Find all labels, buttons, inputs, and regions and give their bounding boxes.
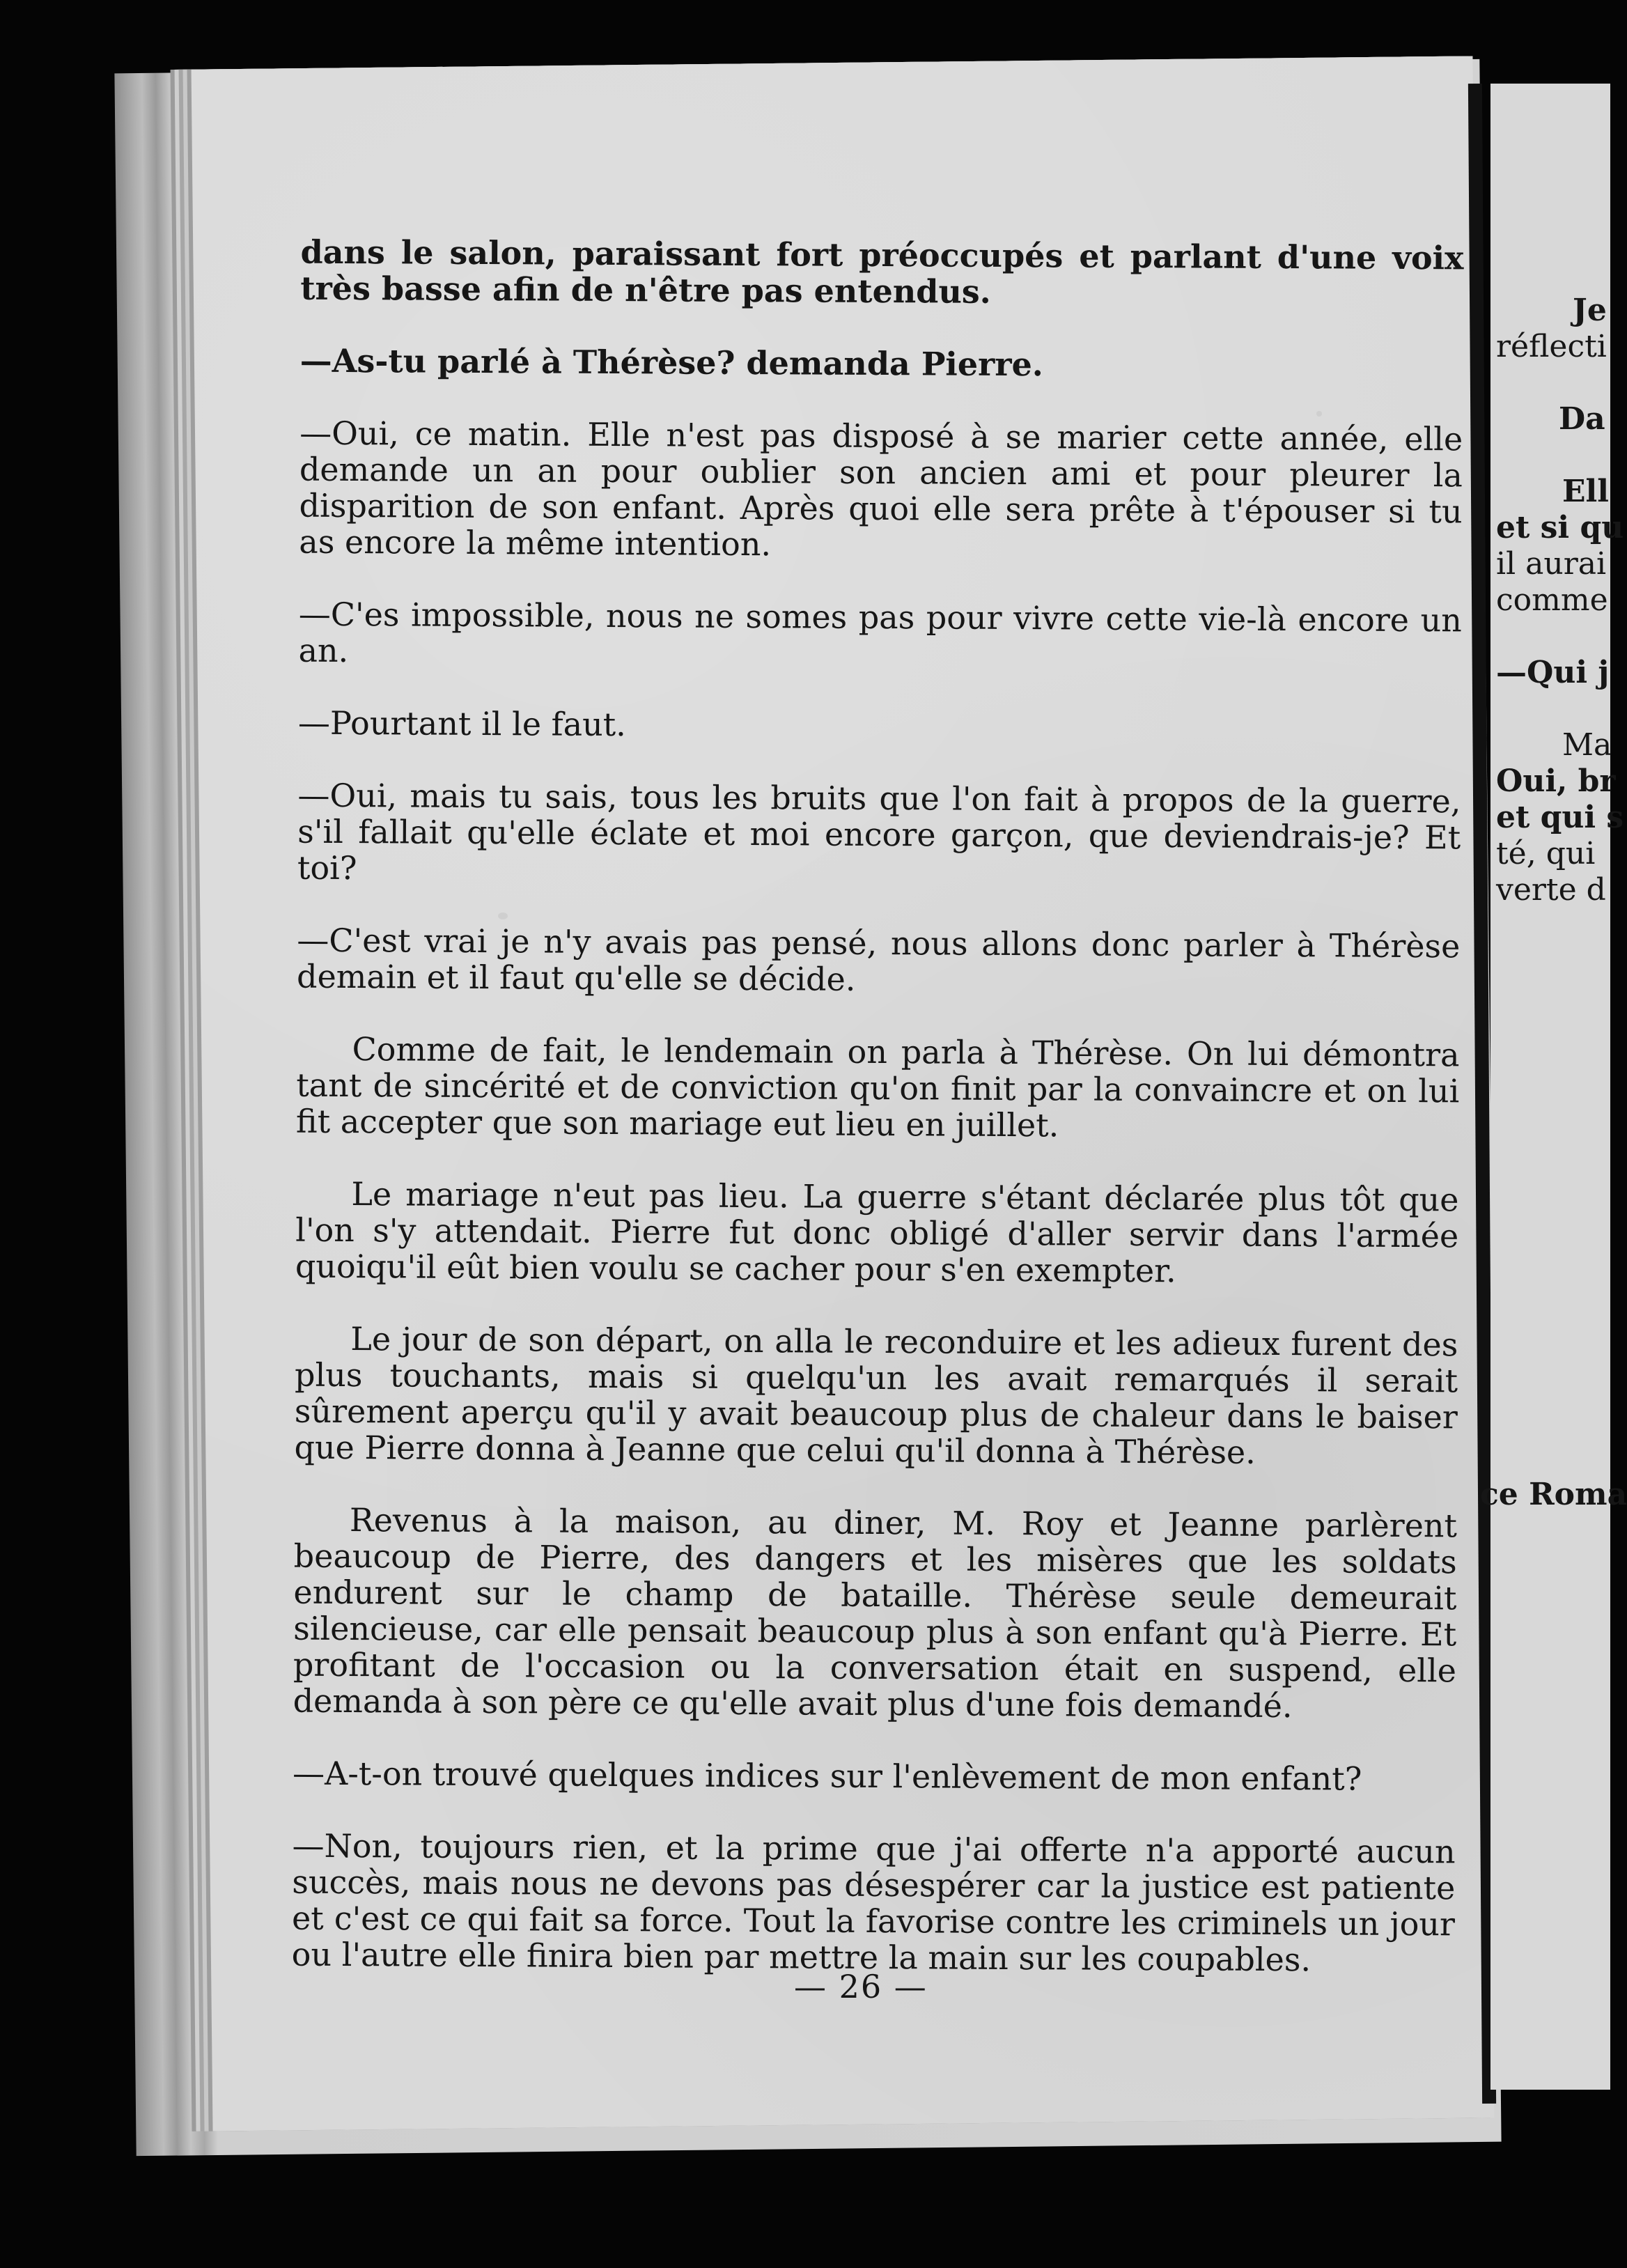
text-fragment (1496, 437, 1610, 474)
text-fragment: Ell (1562, 474, 1609, 509)
paragraph: Le mariage n'eut pas lieu. La guerre s'étant déclarée plus tôt que l'on s'y attendait. Pierre fut donc obligé d'aller servir dans l'armée quoiqu'il eût bien voulu se cacher pour s'en exempter. (295, 1175, 1459, 1290)
facing-page-text (1496, 293, 1624, 908)
text-fragment: ce Roma (1480, 1477, 1627, 1512)
paragraph: —Oui, mais tu sais, tous les bruits que l'on fait à propos de la guerre, s'il fallait qu'elle éclate et moi encore garçon, que deviendrais-je? Et toi? (297, 776, 1461, 887)
text-fragment (1496, 691, 1610, 727)
text-fragment (1496, 619, 1610, 655)
text-fragment: Ma (1562, 727, 1612, 763)
page-text (291, 234, 1463, 2015)
paragraph: —C'es impossible, nous ne somes pas pour vivre cette vie-là encore un an. (298, 595, 1462, 670)
paragraph: Comme de fait, le lendemain on parla à Thérèse. On lui démontra tant de sincérité et de conviction qu'on finit par la convaincre et on lui fit accepter que son mariage eut lieu en juillet. (295, 1030, 1460, 1144)
paragraph: —Non, toujours rien, et la prime que j'ai offerte n'a apporté aucun succès, mais nous ne devons pas désespérer car la justice est patiente et c'est ce qui fait sa force. Tout la favorise contre les criminels un jour ou l'autre elle finira bien par mettre la main sur les coupables. (291, 1826, 1456, 1979)
paragraph: Le jour de son départ, on alla le reconduire et les adieux furent des plus touchants, mais si quelqu'un les avait remarqués il serait sûrement aperçu qu'il y avait beaucoup plus de chaleur dans le baiser que Pierre donna à Jeanne que celui qu'il donna à Thérèse. (294, 1320, 1458, 1471)
text-fragment: —Qui j (1496, 655, 1610, 690)
text-fragment: et qui s (1496, 800, 1624, 835)
text-fragment: Je (1573, 293, 1607, 328)
text-fragment: et si qu (1496, 510, 1624, 545)
text-fragment: verte d (1496, 872, 1606, 908)
text-fragment: comme (1496, 582, 1608, 618)
text-fragment: il aurai (1496, 546, 1607, 582)
paragraph: —C'est vrai je n'y avais pas pensé, nous allons donc parler à Thérèse demain et il faut qu'elle se décide. (296, 921, 1461, 998)
text-fragment (1496, 365, 1610, 401)
paragraph: —Pourtant il le faut. (297, 704, 626, 744)
paragraph: Revenus à la maison, au diner, M. Roy et Jeanne parlèrent beaucoup de Pierre, des dangers et les misères que les soldats endurent sur le champ de bataille. Thérèse seule demeurait silencieuse, car elle pensait beaucoup plus à son enfant qu'à Pierre. Et profitant de l'occasion ou la conversation était en suspend, elle demanda à son père ce qu'elle avait plus d'une fois demandé. (293, 1501, 1458, 1725)
page-number: — 26 — (794, 1968, 928, 2005)
paragraph: —A-t-on trouvé quelques indices sur l'enlèvement de mon enfant? (292, 1754, 1362, 1798)
text-fragment: Oui, br (1496, 763, 1616, 799)
paragraph: —Oui, ce matin. Elle n'est pas disposé à se marier cette année, elle demande un an pour oublier son ancien ami et pour pleurer la disparition de son enfant. Après quoi elle sera prête à t'épouser si tu as encore la même intention. (299, 414, 1463, 564)
text-fragment: Da (1559, 401, 1605, 437)
paragraph: dans le salon, paraissant fort préoccupés et parlant d'une voix très basse afin de n'être pas entendus. (300, 233, 1464, 311)
text-fragment: té, qui (1496, 836, 1596, 871)
text-fragment: réflecti (1496, 329, 1607, 364)
paragraph: —As-tu parlé à Thérèse? demanda Pierre. (299, 341, 1044, 384)
